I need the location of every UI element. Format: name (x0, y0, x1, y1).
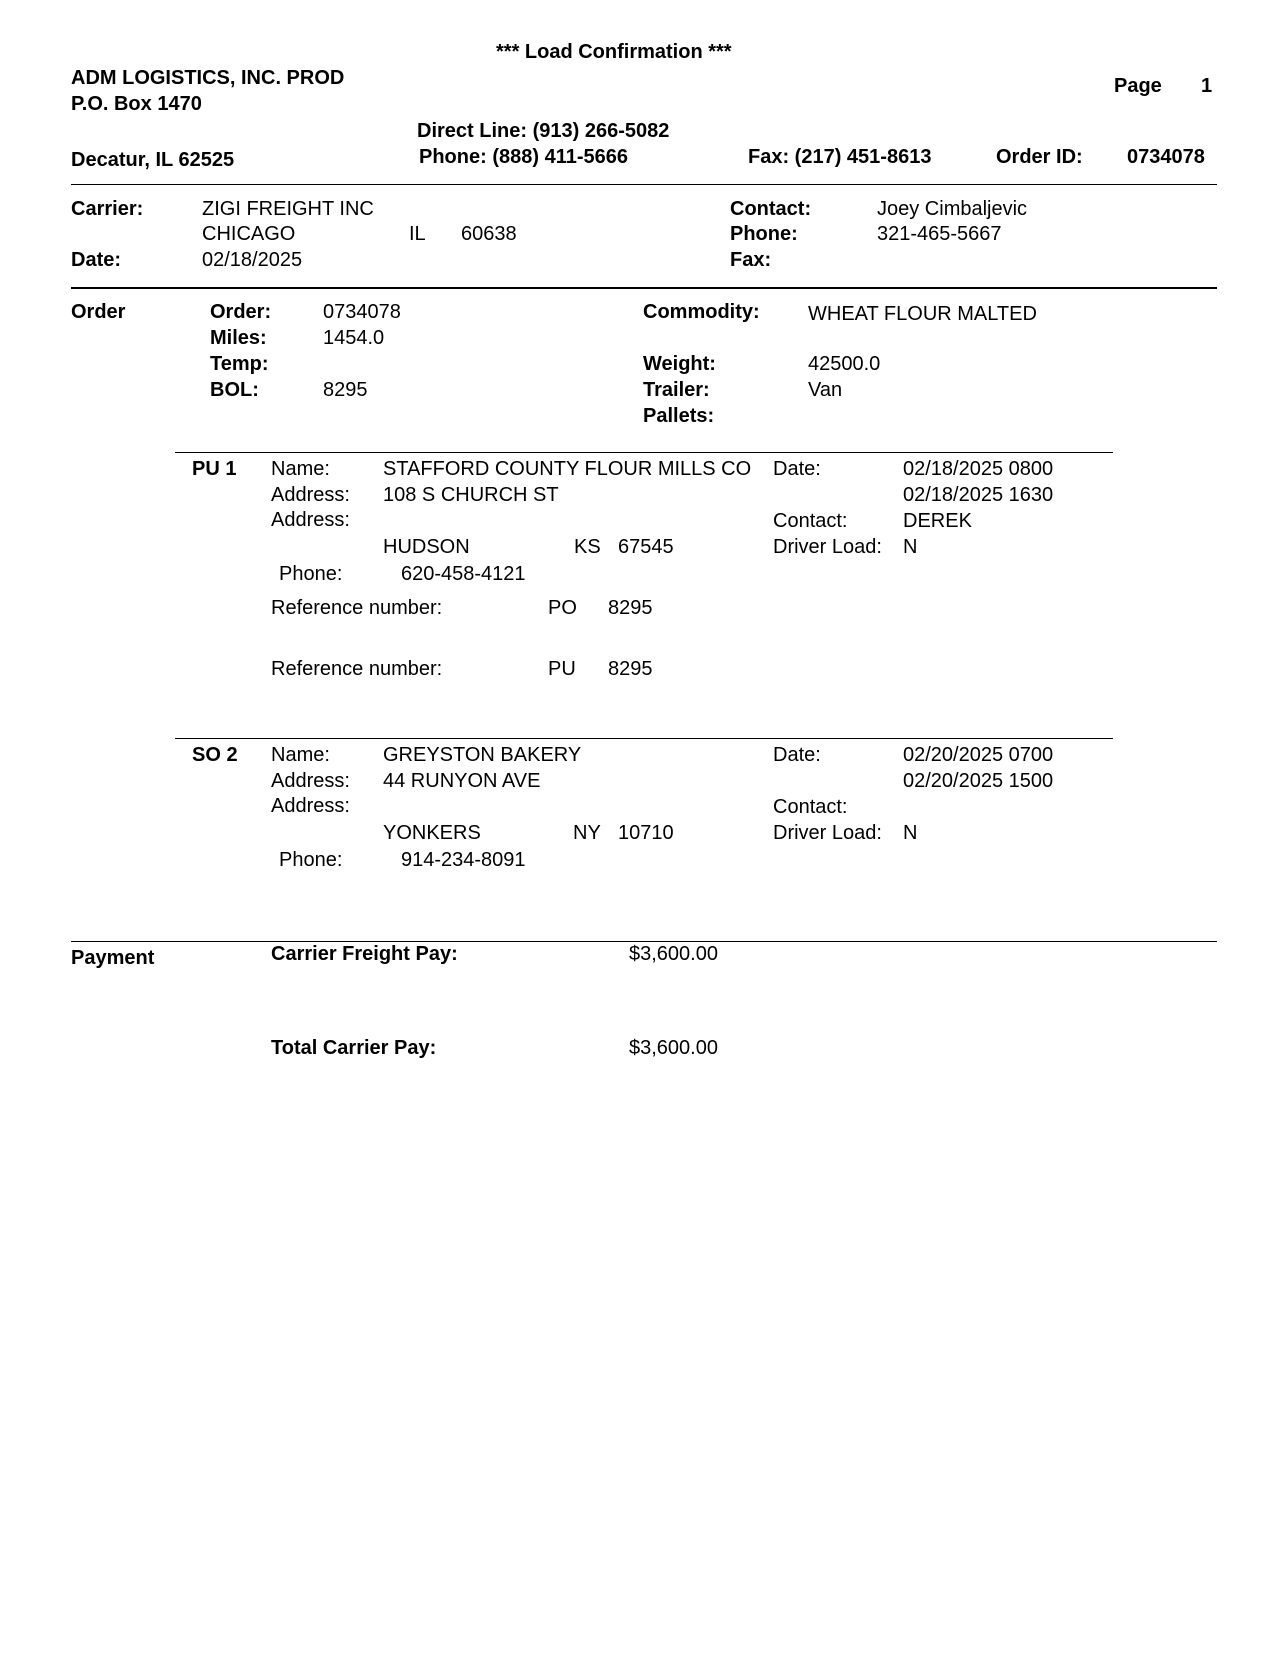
carrier-date: 02/18/2025 (202, 249, 303, 271)
stop-1-driver-load-label: Driver Load: (773, 536, 882, 558)
stop-2-contact-label: Contact: (773, 796, 848, 818)
order-section-label: Order (71, 301, 126, 323)
order-number-value: 0734078 (323, 301, 401, 323)
carrier-contact: Joey Cimbaljevic (877, 198, 1028, 220)
payment-divider (71, 941, 1217, 942)
carrier-fax-label: Fax: (730, 249, 772, 271)
trailer-label: Trailer: (643, 379, 710, 401)
stop-1-phone: 620-458-4121 (401, 563, 526, 585)
stop-2-address-label: Address: (271, 770, 350, 792)
carrier-city: CHICAGO (202, 223, 296, 245)
order-number-label: Order: (210, 301, 272, 323)
weight-label: Weight: (643, 353, 716, 375)
stop-2-zip: 10710 (618, 822, 674, 844)
page-label: Page (1114, 75, 1162, 97)
stop-2-code: SO 2 (192, 744, 238, 766)
carrier-phone-label: Phone: (730, 223, 798, 245)
temp-label: Temp: (210, 353, 269, 375)
total-carrier-pay-label: Total Carrier Pay: (271, 1037, 437, 1059)
commodity-label: Commodity: (643, 301, 760, 323)
carrier-date-label: Date: (71, 249, 122, 271)
miles-value: 1454.0 (323, 327, 385, 349)
stop-1-zip: 67545 (618, 536, 674, 558)
bol-label: BOL: (210, 379, 259, 401)
company-direct-line: Direct Line: (913) 266-5082 (417, 120, 670, 142)
stop-1-reference-1-type: PO (548, 597, 577, 619)
stop-1-reference-1-label: Reference number: (271, 597, 443, 619)
carrier-zip: 60638 (461, 223, 517, 245)
stop-2-address1: 44 RUNYON AVE (383, 770, 541, 792)
stop-2-address2-label: Address: (271, 795, 350, 817)
stop-1-reference-2-value: 8295 (608, 658, 653, 680)
company-po-box: P.O. Box 1470 (71, 93, 202, 115)
stop-2-driver-load: N (903, 822, 918, 844)
stop-1-phone-label: Phone: (279, 563, 343, 585)
weight-value: 42500.0 (808, 353, 881, 375)
company-fax: Fax: (217) 451-8613 (748, 146, 932, 168)
stop-1-contact: DEREK (903, 510, 972, 532)
commodity-value: WHEAT FLOUR MALTED (808, 303, 1037, 325)
stop-2-name-label: Name: (271, 744, 330, 766)
stop-2-divider (175, 738, 1113, 739)
stop-1-address-label: Address: (271, 484, 350, 506)
carrier-freight-pay-label: Carrier Freight Pay: (271, 943, 458, 965)
stop-1-divider (175, 452, 1113, 453)
stop-2-date-from: 02/20/2025 0700 (903, 744, 1054, 766)
stop-1-reference-2-type: PU (548, 658, 576, 680)
stop-2-city: YONKERS (383, 822, 481, 844)
page-number: 1 (1201, 75, 1213, 97)
miles-label: Miles: (210, 327, 267, 349)
stop-1-driver-load: N (903, 536, 918, 558)
stop-1-reference-1-value: 8295 (608, 597, 653, 619)
bol-value: 8295 (323, 379, 368, 401)
stop-1-date-from: 02/18/2025 0800 (903, 458, 1054, 480)
order-id-label: Order ID: (996, 146, 1083, 168)
carrier-divider (71, 287, 1217, 289)
stop-2-date-to: 02/20/2025 1500 (903, 770, 1054, 792)
stop-1-contact-label: Contact: (773, 510, 848, 532)
carrier-name: ZIGI FREIGHT INC (202, 198, 374, 220)
total-carrier-pay-value: $3,600.00 (629, 1037, 718, 1059)
stop-1-date-label: Date: (773, 458, 821, 480)
order-id-value: 0734078 (1127, 146, 1205, 168)
trailer-value: Van (808, 379, 843, 401)
stop-1-code: PU 1 (192, 458, 237, 480)
stop-1-address2-label: Address: (271, 509, 350, 531)
payment-section-label: Payment (71, 947, 155, 969)
stop-1-state: KS (574, 536, 601, 558)
carrier-label: Carrier: (71, 198, 144, 220)
company-phone: Phone: (888) 411-5666 (419, 146, 628, 168)
stop-2-state: NY (573, 822, 601, 844)
company-city-state-zip: Decatur, IL 62525 (71, 149, 235, 171)
stop-2-name: GREYSTON BAKERY (383, 744, 582, 766)
stop-2-date-label: Date: (773, 744, 821, 766)
stop-1-date-to: 02/18/2025 1630 (903, 484, 1054, 506)
carrier-freight-pay-value: $3,600.00 (629, 943, 718, 965)
stop-1-city: HUDSON (383, 536, 470, 558)
document-title: *** Load Confirmation *** (496, 41, 732, 63)
company-name: ADM LOGISTICS, INC. PROD (71, 67, 345, 89)
pallets-label: Pallets: (643, 405, 715, 427)
stop-2-phone-label: Phone: (279, 849, 343, 871)
stop-1-reference-2-label: Reference number: (271, 658, 443, 680)
stop-1-name-label: Name: (271, 458, 330, 480)
carrier-contact-label: Contact: (730, 198, 812, 220)
stop-2-phone: 914-234-8091 (401, 849, 526, 871)
stop-1-name: STAFFORD COUNTY FLOUR MILLS CO (383, 458, 752, 480)
header-divider (71, 184, 1217, 185)
carrier-state: IL (409, 223, 426, 245)
stop-2-driver-load-label: Driver Load: (773, 822, 882, 844)
carrier-phone: 321-465-5667 (877, 223, 1002, 245)
stop-1-address1: 108 S CHURCH ST (383, 484, 559, 506)
